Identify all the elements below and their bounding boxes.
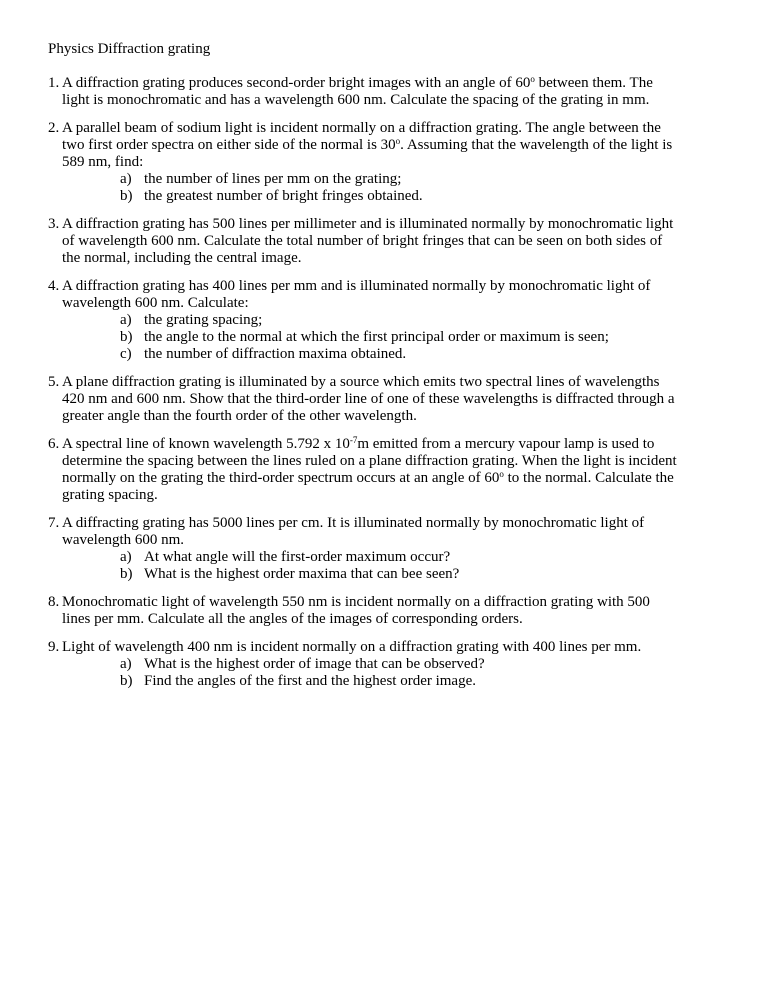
question-text-line: A spectral line of known wavelength 5.792 x $10^{-7}m$ emitted from a mercury vapour lamp is used to — [62, 435, 655, 452]
question-number: 6. — [48, 436, 60, 452]
question-text-line: A plane diffraction grating is illuminated by a source which emits two spectral lines of wavelengths — [62, 374, 660, 390]
superscript: -7 — [349, 435, 358, 445]
document-page — [48, 41, 738, 701]
sub-question-label: a) — [120, 171, 132, 187]
question-list — [48, 75, 738, 690]
document-title: Physics Diffraction grating — [48, 41, 211, 57]
question-number: 8. — [48, 594, 60, 610]
question-item — [48, 75, 738, 109]
sub-question — [120, 171, 738, 188]
question-item — [48, 436, 738, 504]
sub-question — [120, 673, 738, 690]
question-text-line: A diffraction grating has 400 lines per mm and is illuminated normally by monochromatic light of — [62, 278, 651, 294]
question-text-line: the normal, including the central image. — [62, 250, 302, 266]
question-text-line: A diffraction grating produces second-order bright images with an angle of 60$^o$ between them. The — [62, 74, 653, 91]
question-item — [48, 374, 738, 425]
question-text-line: lines per mm. Calculate all the angles of the images of corresponding orders. — [62, 611, 523, 627]
sub-question-text: Find the angles of the first and the highest order image. — [144, 673, 476, 689]
question-body — [62, 120, 738, 205]
question-body — [62, 75, 738, 109]
question-body — [62, 639, 738, 690]
sub-question-label: a) — [120, 656, 132, 672]
question-number: 9. — [48, 639, 60, 655]
sub-question-label: b) — [120, 673, 133, 689]
question-number: 7. — [48, 515, 60, 531]
question-text-line: two first order spectra on either side of the normal is 30$^o$. Assuming that the wavelength of the light is — [62, 136, 673, 153]
sub-question-label: b) — [120, 566, 133, 582]
question-text-line: determine the spacing between the lines ruled on a plane diffraction grating. When the light is incident — [62, 453, 677, 469]
sub-question-text: What is the highest order maxima that can bee seen? — [144, 566, 460, 582]
question-text-line: wavelength 600 nm. — [62, 532, 185, 548]
superscript: o — [395, 136, 401, 146]
sub-question-text: the number of lines per mm on the grating; — [144, 171, 402, 187]
sub-question — [120, 566, 738, 583]
question-body — [62, 515, 738, 583]
question-number: 2. — [48, 120, 60, 136]
question-text-line: 420 nm and 600 nm. Show that the third-order line of one of these wavelengths is diffracted through a — [62, 391, 675, 407]
sub-question-label: a) — [120, 312, 132, 328]
sub-question-text: the grating spacing; — [144, 312, 263, 328]
question-item — [48, 216, 738, 267]
question-text-line: greater angle than the fourth order of the other wavelength. — [62, 408, 417, 424]
question-text-line: normally on the grating the third-order spectrum occurs at an angle of 60$^o$ to the normal. Calculate the — [62, 469, 674, 486]
sub-question — [120, 329, 738, 346]
sub-question — [120, 549, 738, 566]
question-body — [62, 594, 738, 628]
sub-question-text: the greatest number of bright fringes obtained. — [144, 188, 423, 204]
question-text-line: Monochromatic light of wavelength 550 nm is incident normally on a diffraction grating with 500 — [62, 594, 650, 610]
question-number: 5. — [48, 374, 60, 390]
question-number: 4. — [48, 278, 60, 294]
question-item — [48, 515, 738, 583]
sub-question — [120, 656, 738, 673]
question-text-line: A diffracting grating has 5000 lines per cm. It is illuminated normally by monochromatic light of — [62, 515, 645, 531]
question-text-line: light is monochromatic and has a wavelength 600 nm. Calculate the spacing of the grating in mm. — [62, 92, 650, 108]
sub-question — [120, 346, 738, 363]
sub-question-label: b) — [120, 329, 133, 345]
question-text-line: 589 nm, find: — [62, 154, 144, 170]
sub-question-label: b) — [120, 188, 133, 204]
question-item — [48, 278, 738, 363]
sub-question-text: What is the highest order of image that can be observed? — [144, 656, 485, 672]
question-item — [48, 120, 738, 205]
sub-question — [120, 312, 738, 329]
question-text-line: of wavelength 600 nm. Calculate the total number of bright fringes that can be seen on both sides of — [62, 233, 663, 249]
sub-question-text: the number of diffraction maxima obtained. — [144, 346, 407, 362]
superscript: o — [530, 74, 535, 84]
sub-question-text: At what angle will the first-order maximum occur? — [144, 549, 451, 565]
question-body — [62, 278, 738, 363]
sub-question-text: the angle to the normal at which the first principal order or maximum is seen; — [144, 329, 609, 345]
question-number: 3. — [48, 216, 60, 232]
superscript: o — [499, 469, 504, 479]
question-body — [62, 216, 738, 267]
question-text-line: A diffraction grating has 500 lines per millimeter and is illuminated normally by monochromatic light — [62, 216, 674, 232]
question-body — [62, 436, 738, 504]
question-text-line: Light of wavelength 400 nm is incident normally on a diffraction grating with 400 lines per mm. — [62, 639, 642, 655]
question-text-line: A parallel beam of sodium light is incident normally on a diffraction grating. The angle between the — [62, 120, 661, 136]
question-item — [48, 639, 738, 690]
question-number: 1. — [48, 75, 60, 91]
question-item — [48, 594, 738, 628]
question-text-line: wavelength 600 nm. Calculate: — [62, 295, 249, 311]
sub-question-label: a) — [120, 549, 132, 565]
sub-question-label: c) — [120, 346, 132, 362]
question-body — [62, 374, 738, 425]
sub-question — [120, 188, 738, 205]
question-text-line: grating spacing. — [62, 487, 158, 503]
